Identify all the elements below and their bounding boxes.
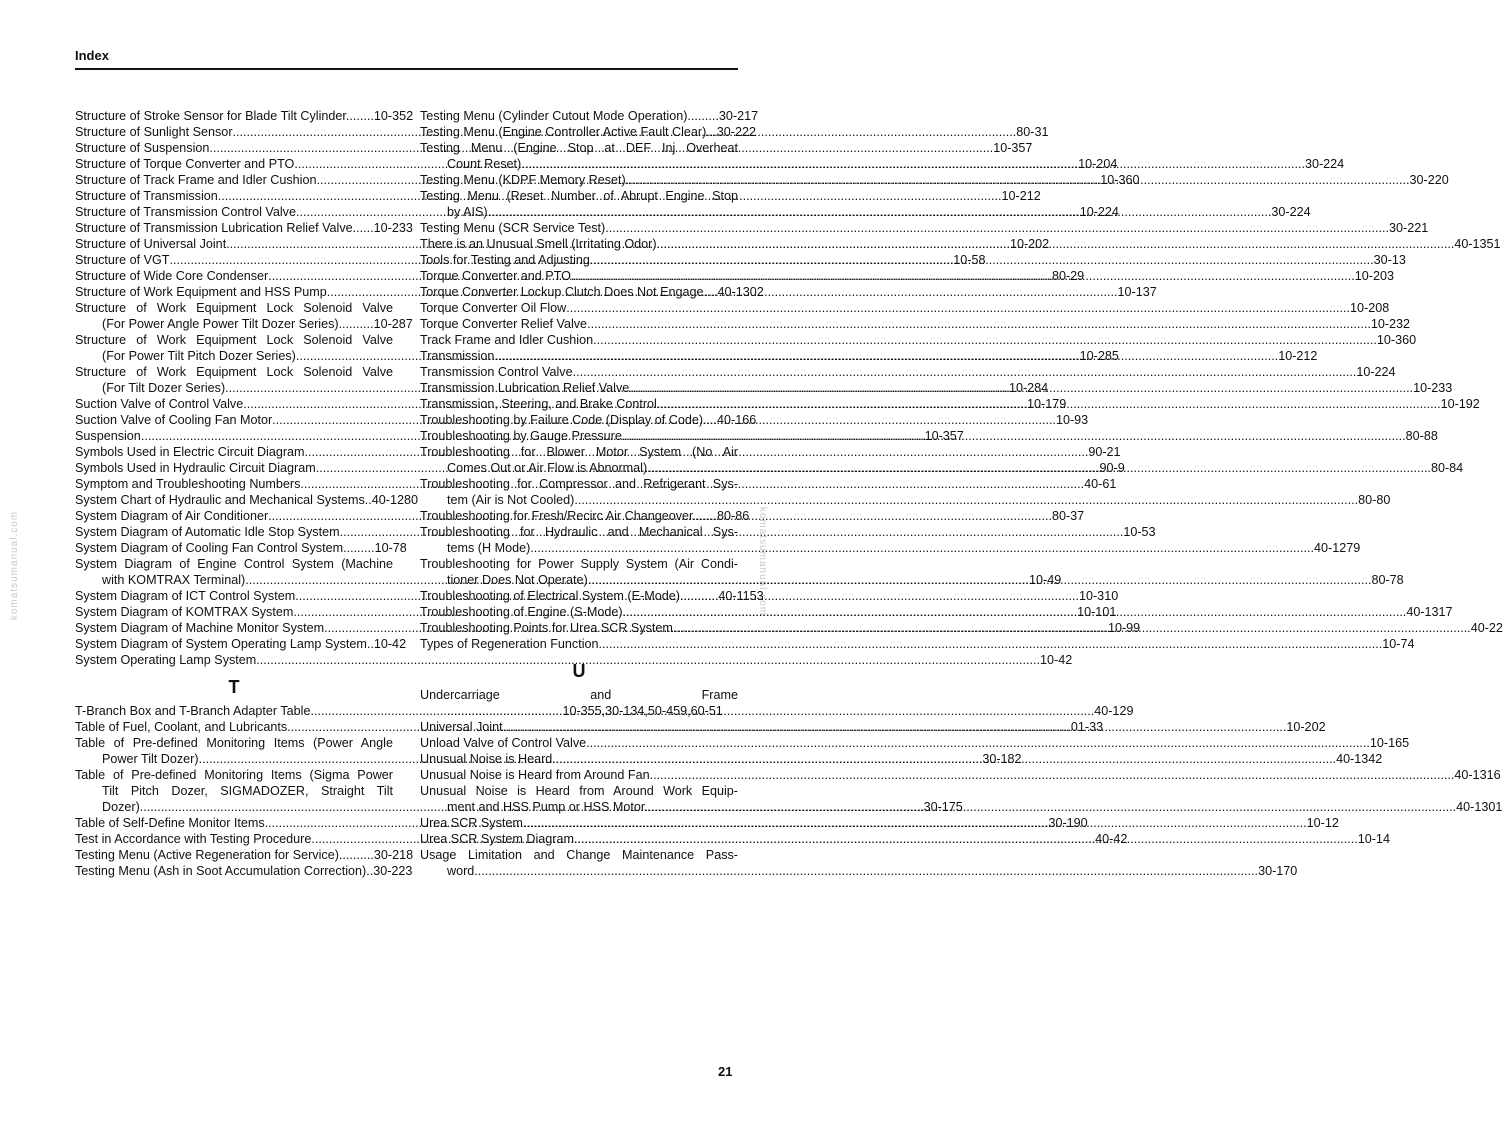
leader-dots — [626, 172, 1410, 188]
entry-text: Troubleshooting for Hydraulic and Mechanical Sys- — [420, 525, 738, 539]
page-reference[interactable]: 80-31 — [1016, 125, 1049, 139]
page-reference[interactable]: 10-202 — [1009, 237, 1050, 251]
entry-line — [420, 636, 1415, 652]
entry-text: Torque Converter Relief Valve — [420, 317, 588, 331]
page-reference[interactable]: 10-284 — [1008, 381, 1049, 395]
leader-dots — [647, 460, 1431, 476]
page-reference[interactable]: 10-49 — [1029, 573, 1062, 587]
entry-text: ment and HSS Pump or HSS Motor........ — [447, 800, 673, 814]
index-entry — [420, 588, 764, 604]
entry-text: Testing Menu (Engine Stop at DEF Inj Overheat — [420, 141, 738, 155]
entry-text: System Diagram of System Operating Lamp System.. — [75, 637, 374, 651]
page-reference[interactable]: 80-37 — [1051, 509, 1085, 523]
index-entry — [420, 332, 1417, 348]
entry-text: Suction Valve of Control Valve — [75, 397, 244, 411]
page-reference[interactable]: 40-1342 — [1336, 752, 1383, 766]
entry-text: (For Power Angle Power Tilt Dozer Series).......... — [102, 317, 374, 331]
leader-dots — [573, 364, 1357, 380]
page-reference[interactable]: 10-233 — [373, 221, 413, 235]
entry-text: tems (H Mode) — [447, 541, 531, 555]
entry-text: System Diagram of Automatic Idle Stop System — [75, 525, 340, 539]
entry-text: Undercarriage and Frame — [420, 688, 738, 702]
page-reference[interactable]: 30-170 — [1258, 864, 1298, 878]
page-reference[interactable]: 10-101 — [1077, 605, 1117, 619]
page-reference[interactable]: 80-80 — [1358, 493, 1391, 507]
header-rule — [75, 68, 738, 70]
entry-text: Urea SCR System Diagram — [420, 832, 574, 846]
entry-text: System Diagram of Machine Monitor System — [75, 621, 325, 635]
leader-dots — [623, 604, 1407, 620]
page-reference[interactable]: 10-233 — [1413, 381, 1453, 395]
entry-line — [420, 332, 1417, 348]
leader-dots — [590, 252, 1374, 268]
page-reference[interactable]: 10-212 — [1001, 189, 1041, 203]
leader-dots — [523, 815, 1307, 831]
entry-text: Structure of Wide Core Condenser — [75, 269, 269, 283]
entry-text: Structure of Work Equipment Lock Solenoid Valve — [75, 301, 393, 315]
entry-text: System Chart of Hydraulic and Mechanical Systems.. — [75, 493, 372, 507]
entry-line — [75, 652, 1073, 668]
entry-text: Power Tilt Dozer) — [102, 752, 199, 766]
page-reference[interactable]: 80-29 — [1051, 269, 1085, 283]
page-reference[interactable]: 10-12 — [1306, 816, 1339, 830]
entry-text: Structure of Transmission Lubrication Relief Valve...... — [75, 221, 374, 235]
page-reference[interactable]: 10-208 — [1350, 301, 1390, 315]
entry-text: Unusual Noise is Heard from Around Fan...... — [420, 768, 671, 782]
page-reference[interactable]: 10-137 — [1117, 285, 1157, 299]
entry-text: Structure of Universal Joint — [75, 237, 227, 251]
page-reference[interactable]: 30-220 — [1409, 173, 1449, 187]
entry-text: Unusual Noise is Heard from Around Work Equip- — [420, 784, 738, 798]
index-entry — [420, 636, 1415, 652]
page-reference[interactable]: 40-1153 — [718, 589, 764, 603]
entry-text: Structure of Torque Converter and PTO — [75, 157, 295, 171]
section-letter: U — [572, 661, 586, 681]
entry-text: Unload Valve of Control Valve — [420, 736, 587, 750]
page-reference[interactable]: 10-42 — [373, 637, 407, 651]
entry-text: Comes Out or Air Flow is Abnormal) — [447, 461, 648, 475]
page-reference[interactable]: 10-287 — [373, 317, 413, 331]
entry-line — [420, 364, 1396, 380]
page-reference[interactable]: 10-360 — [1376, 333, 1417, 347]
entry-text: Troubleshooting for Fresh/Recirc Air Changeover....... — [420, 509, 718, 523]
entry-line — [420, 703, 738, 719]
page-reference[interactable]: 10-232 — [1370, 317, 1411, 331]
entry-line — [420, 735, 1410, 751]
entry-text: Troubleshooting for Power Supply System (Air Condi- — [420, 557, 738, 571]
entry-text: Tools for Testing and Adjusting — [420, 253, 590, 267]
entry-line — [420, 300, 1390, 316]
page-reference[interactable]: 40-1280 — [371, 493, 418, 507]
page-reference[interactable]: 40-1279 — [1314, 541, 1361, 555]
entry-text: Symptom and Troubleshooting Numbers — [75, 477, 301, 491]
index-entry — [420, 767, 1501, 783]
entry-line — [75, 108, 414, 124]
entry-text: Troubleshooting of Engine (S-Mode) — [420, 605, 623, 619]
entry-text: Transmission, Steering, and Brake Control — [420, 397, 657, 411]
index-entry — [420, 412, 757, 428]
page-reference[interactable]: 30-190 — [1048, 816, 1088, 830]
page-reference[interactable]: 80-88 — [1405, 429, 1438, 443]
entry-text: ................................ 10-355,30-134,50-459,60-51 — [447, 704, 723, 718]
index-entry — [420, 124, 757, 140]
leader-dots — [588, 572, 1372, 588]
index-entry — [420, 316, 1411, 332]
entry-text: System Operating Lamp System — [75, 653, 257, 667]
leader-dots — [566, 300, 1350, 316]
entry-line — [420, 508, 750, 524]
entry-text: Table of Self-Define Monitor Items — [75, 816, 265, 830]
page-reference[interactable]: 30-224 — [1271, 205, 1311, 219]
entry-line — [420, 540, 1361, 556]
entry-text: Troubleshooting by Gauge Pressure — [420, 429, 622, 443]
entry-text: (For Power Tilt Pitch Dozer Series) — [102, 349, 296, 363]
entry-text: Troubleshooting of Electrical System (E-Mode)........... — [420, 589, 719, 603]
entry-line — [75, 492, 418, 508]
entry-line — [420, 588, 764, 604]
page-reference[interactable]: 40-1317 — [1406, 605, 1453, 619]
index-entry — [420, 300, 1390, 316]
leader-dots — [629, 380, 1413, 396]
page-reference[interactable]: 10-58 — [953, 253, 986, 267]
leader-dots — [488, 204, 1272, 220]
page-reference[interactable]: 10-165 — [1369, 736, 1410, 750]
entry-line — [75, 316, 413, 332]
entry-line — [420, 124, 757, 140]
entry-text: System Diagram of Cooling Fan Control System......... — [75, 541, 375, 555]
entry-text: Usage Limitation and Change Maintenance Pass- — [420, 848, 738, 862]
entry-line — [420, 108, 759, 124]
entry-text: Troubleshooting by Failure Code (Display of Code).... — [420, 413, 718, 427]
header-title: Index — [75, 48, 109, 63]
page-reference[interactable]: 10-14 — [1357, 832, 1390, 846]
entry-text: Count Reset) — [447, 157, 522, 171]
page-reference[interactable]: 30-217 — [718, 109, 759, 123]
index-entry — [75, 847, 414, 863]
index-entry — [75, 863, 413, 879]
leader-dots — [671, 767, 1455, 783]
page-reference[interactable]: 30-224 — [1304, 157, 1345, 171]
index-entry — [420, 847, 1298, 879]
index-entry — [75, 220, 413, 236]
entry-text: Structure of Suspension — [75, 141, 210, 155]
index-entry — [420, 508, 750, 524]
entry-text: Unusual Noise is Heard — [420, 752, 553, 766]
page-reference[interactable]: 10-224 — [1079, 205, 1119, 219]
entry-text: Tilt Pitch Dozer, SIGMADOZER, Straight Tilt — [102, 784, 393, 798]
page-reference[interactable]: 10-78 — [374, 541, 407, 555]
index-entry — [420, 364, 1396, 380]
entry-text: Torque Converter Oil Flow — [420, 301, 567, 315]
page-reference[interactable]: 30-221 — [1389, 221, 1429, 235]
page-reference[interactable]: 10-310 — [1078, 589, 1119, 603]
index-entry — [75, 636, 407, 652]
entry-text: Structure of VGT — [75, 253, 170, 267]
page-reference[interactable]: 10-285 — [1079, 349, 1119, 363]
entry-line — [75, 863, 413, 879]
entry-text: Transmission Control Valve — [420, 365, 573, 379]
page-reference[interactable]: 40-22 — [1470, 621, 1503, 635]
leader-dots — [593, 332, 1377, 348]
entry-line — [420, 767, 1501, 783]
entry-line — [420, 492, 1391, 508]
entry-text: Suction Valve of Cooling Fan Motor — [75, 413, 273, 427]
entry-text: tem (Air is Not Cooled) — [447, 493, 575, 507]
leader-dots — [574, 831, 1358, 847]
leader-dots — [574, 492, 1358, 508]
entry-text: Structure of Transmission Control Valve — [75, 205, 296, 219]
page-reference[interactable]: 30-218 — [373, 848, 414, 862]
entry-text: Suspension — [75, 429, 141, 443]
leader-dots — [587, 316, 1371, 332]
entry-text: Universal Joint — [420, 720, 503, 734]
page-reference[interactable]: 30-223 — [373, 864, 413, 878]
entry-line — [75, 540, 407, 556]
page-reference[interactable]: 40-166 — [717, 413, 757, 427]
entry-text: Types of Regeneration Function — [420, 637, 599, 651]
entry-text: Testing Menu (Cylinder Cutout Mode Operation)......... — [420, 109, 719, 123]
page-reference[interactable]: 10-93 — [1055, 413, 1089, 427]
page-reference[interactable]: 30-182 — [982, 752, 1022, 766]
entry-text: Structure of Work Equipment and HSS Pump.. — [75, 285, 334, 299]
side-watermark-left: komatsumanual.com — [9, 510, 21, 621]
entry-text: Structure of Sunlight Sensor — [75, 125, 233, 139]
leader-dots — [657, 396, 1441, 412]
entry-text: Troubleshooting Points for Urea SCR System.... — [420, 621, 687, 635]
entry-text: Transmission Lubrication Relief Valve — [420, 381, 630, 395]
page-reference[interactable]: 30-222 — [716, 125, 757, 139]
index-entry — [420, 735, 1410, 751]
index-entry — [75, 492, 418, 508]
page-reference[interactable]: 10-192 — [1440, 397, 1480, 411]
page-reference[interactable]: 10-202 — [1286, 720, 1326, 734]
leader-dots — [494, 348, 1278, 364]
leader-dots — [503, 719, 1287, 735]
entry-text: Testing Menu (KDPF Memory Reset) — [420, 173, 626, 187]
leader-dots — [530, 540, 1314, 556]
leader-dots — [671, 236, 1455, 252]
page-reference[interactable]: 40-129 — [1094, 704, 1134, 718]
page-reference[interactable]: 10-179 — [1027, 397, 1067, 411]
entry-text: Urea SCR System — [420, 816, 523, 830]
entry-text: Structure of Stroke Sensor for Blade Tilt Cylinder........ — [75, 109, 374, 123]
entry-text: by AIS) — [447, 205, 488, 219]
page-reference[interactable]: 10-204 — [1078, 157, 1118, 171]
page-reference[interactable]: 40-42 — [1095, 832, 1128, 846]
entry-text: System Diagram of KOMTRAX System — [75, 605, 294, 619]
page-reference[interactable]: 80-84 — [1430, 461, 1464, 475]
page-reference[interactable]: 30-13 — [1373, 253, 1406, 267]
section-letter: T — [228, 677, 240, 697]
index-entry — [420, 284, 764, 300]
page-reference[interactable]: 80-86 — [717, 509, 750, 523]
leader-dots — [571, 268, 1355, 284]
index-entry — [420, 687, 738, 719]
leader-dots — [687, 620, 1471, 636]
index-entry — [75, 540, 407, 556]
entry-text: Transmission — [420, 349, 495, 363]
leader-dots — [622, 428, 1406, 444]
leader-dots — [586, 735, 1370, 751]
leader-dots — [521, 156, 1305, 172]
page-reference[interactable]: 40-1302 — [717, 285, 764, 299]
entry-line — [75, 847, 414, 863]
entry-text: Table of Fuel, Coolant, and Lubricants — [75, 720, 288, 734]
entry-text: Symbols Used in Electric Circuit Diagram — [75, 445, 305, 459]
entry-line — [420, 220, 1429, 236]
entry-text: (For Tilt Dozer Series) — [102, 381, 226, 395]
entry-text: System Diagram of ICT Control System — [75, 589, 296, 603]
entry-text: Torque Converter Lockup Clutch Does Not Engage.... — [420, 285, 718, 299]
entry-text: There is an Unusual Smell (Irritating Odor).... — [420, 237, 671, 251]
page-reference[interactable]: 10-357 — [993, 141, 1033, 155]
entry-text: tioner Does Not Operate) — [447, 573, 588, 587]
entry-text: Structure of Track Frame and Idler Cushion — [75, 173, 317, 187]
entry-text: Track Frame and Idler Cushion — [420, 333, 594, 347]
page-reference[interactable]: 40-1316 — [1454, 768, 1501, 782]
entry-text: Testing Menu (Engine Controller Active Fault Clear)... — [420, 125, 717, 139]
page-reference[interactable]: 80-78 — [1371, 573, 1404, 587]
entry-line — [75, 636, 407, 652]
entry-text: System Diagram of Engine Control System (Machine — [75, 557, 393, 571]
page-reference[interactable]: 10-42 — [1040, 653, 1073, 667]
page-reference[interactable]: 10-224 — [1356, 365, 1396, 379]
index-entry — [75, 108, 414, 124]
page-reference[interactable]: 10-360 — [1100, 173, 1140, 187]
leader-dots — [599, 636, 1383, 652]
entry-text: Structure of Work Equipment Lock Solenoid Valve — [75, 333, 393, 347]
page-reference[interactable]: 10-212 — [1278, 349, 1318, 363]
index-entry — [420, 220, 1429, 236]
page-reference[interactable]: 90-9 — [1099, 461, 1125, 475]
page-reference[interactable]: 40-1301 — [1456, 800, 1503, 814]
leader-dots — [672, 799, 1456, 815]
side-watermark-right: komatsumanual.com — [757, 506, 769, 617]
leader-dots — [474, 863, 1258, 879]
page-reference[interactable]: 10-74 — [1382, 637, 1415, 651]
page-reference[interactable]: 10-99 — [1107, 621, 1141, 635]
page-reference[interactable]: 10-352 — [373, 109, 414, 123]
leader-dots — [552, 751, 1336, 767]
index-entry — [75, 300, 413, 332]
page-reference[interactable]: 90-21 — [1088, 445, 1121, 459]
entry-text: Dozer) — [102, 800, 140, 814]
entry-text: Testing Menu (SCR Service Test) — [420, 221, 606, 235]
page-reference[interactable]: 40-61 — [1084, 477, 1117, 491]
entry-text: word — [447, 864, 475, 878]
entry-text: Torque Converter and PTO — [420, 269, 571, 283]
page-reference[interactable]: 10-357 — [924, 429, 964, 443]
page-reference[interactable]: 10-53 — [1123, 525, 1156, 539]
entry-text: T-Branch Box and T-Branch Adapter Table — [75, 704, 311, 718]
entry-line — [420, 316, 1411, 332]
page-reference[interactable]: 40-1351 — [1454, 237, 1501, 251]
entry-text: Table of Pre-defined Monitoring Items (Sigma Power — [75, 768, 393, 782]
entry-line — [420, 863, 1298, 879]
entry-text: Structure of Transmission — [75, 189, 218, 203]
entry-text: Symbols Used in Hydraulic Circuit Diagram — [75, 461, 316, 475]
entry-line — [75, 220, 413, 236]
entry-line — [420, 284, 764, 300]
entry-text: Structure of Work Equipment Lock Solenoid Valve — [75, 365, 393, 379]
entry-text: Troubleshooting for Blower Motor System (No Air — [420, 445, 738, 459]
page-reference[interactable]: 01-33 — [1070, 720, 1104, 734]
page-number: 21 — [718, 1064, 733, 1079]
entry-text: Testing Menu (Active Regeneration for Service).......... — [75, 848, 374, 862]
entry-text: System Diagram of Air Conditioner — [75, 509, 269, 523]
entry-text: Test in Accordance with Testing Procedure — [75, 832, 312, 846]
entry-text: Troubleshooting for Compressor and Refrigerant Sys- — [420, 477, 738, 491]
leader-dots — [605, 220, 1389, 236]
entry-text: Testing Menu (Ash in Soot Accumulation Correction).. — [75, 864, 374, 878]
index-entry — [420, 108, 759, 124]
page-reference[interactable]: 10-203 — [1354, 269, 1394, 283]
entry-text: Testing Menu (Reset Number of Abrupt Engine Stop — [420, 189, 738, 203]
entry-text: Table of Pre-defined Monitoring Items (Power Angle — [75, 736, 393, 750]
entry-text: with KOMTRAX Terminal) — [102, 573, 246, 587]
index-entry — [75, 652, 1073, 668]
page-reference[interactable]: 30-175 — [923, 800, 963, 814]
entry-line — [420, 412, 757, 428]
